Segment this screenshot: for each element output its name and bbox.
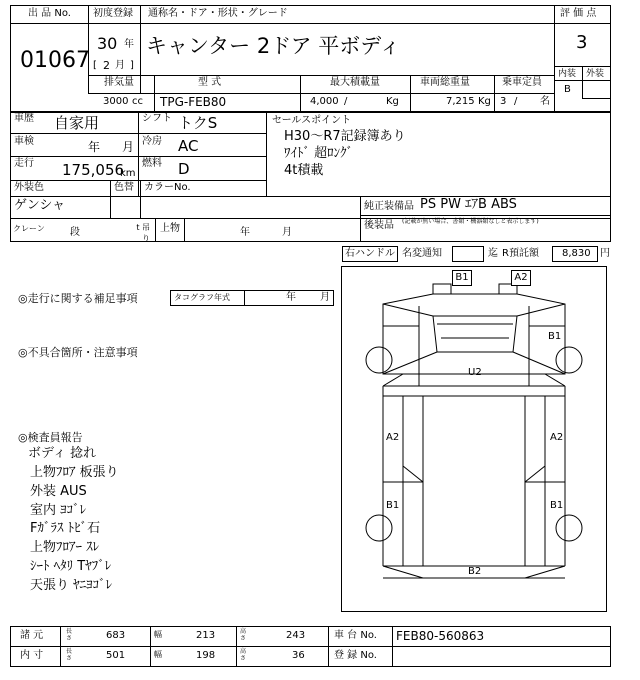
outer-length: 683 — [106, 630, 126, 641]
inner-height-label: 高さ — [240, 648, 247, 662]
color-no-label: カラーNo. — [144, 182, 191, 193]
outer-width: 213 — [196, 630, 216, 641]
displacement-unit: cc — [132, 96, 143, 107]
mileage-unit: km — [120, 168, 136, 179]
mark-b1-cab-right: B1 — [548, 331, 562, 342]
fuel-value: D — [178, 160, 190, 178]
max-load-slash: / — [344, 96, 348, 107]
right-hand-label: 右ハンドル — [345, 248, 395, 259]
mark-b1-rear-right: B1 — [550, 500, 564, 511]
max-load: 4,000 — [310, 96, 339, 107]
color-code-label: 色替 — [114, 182, 134, 193]
displacement-label: 排気量 — [104, 77, 134, 88]
reg-year-unit: 年 — [124, 39, 134, 50]
interior-grade: B — [564, 84, 571, 95]
tacho-label: タコグラフ年式 — [174, 293, 230, 302]
capacity-label: 乗車定員 — [502, 77, 542, 88]
grade-value: 3 — [576, 32, 588, 53]
shift-value: トクS — [178, 114, 218, 132]
interior-label: 内装 — [558, 69, 577, 79]
gross-weight-label: 車両総重量 — [420, 77, 470, 88]
exterior-label: 外装 — [586, 69, 605, 79]
mileage-value: 175,056 — [62, 161, 125, 179]
gross-weight-unit: Kg — [478, 96, 491, 107]
max-load-label: 最大積載量 — [330, 77, 380, 88]
capacity: 3 — [500, 96, 507, 107]
deadline-label: 迄 — [488, 248, 498, 259]
recycle-amount: 8,830 — [562, 248, 591, 259]
sales-points-title: セールスポイント — [272, 115, 352, 126]
ac-label: 冷房 — [142, 136, 162, 147]
inner-height: 36 — [292, 650, 305, 661]
reg-month-open: [ — [93, 60, 97, 71]
inspector-item-5: Fｶﾞﾗｽ ﾄﾋﾞ石 — [30, 521, 101, 536]
mark-b1-mirror-left: B1 — [452, 270, 472, 286]
inspector-item-1: ボディ 捻れ — [28, 446, 97, 461]
outer-length-label: 長さ — [66, 628, 73, 642]
inspection-year-unit: 年 — [88, 140, 101, 154]
first-reg-label: 初度登録 — [93, 8, 133, 19]
displacement: 3000 — [103, 96, 129, 107]
tacho-month-unit: 月 — [320, 292, 330, 303]
reg-month: 2 — [103, 59, 110, 72]
tacho-year-unit: 年 — [286, 292, 296, 303]
reg-year: 30 — [97, 34, 118, 53]
outer-dims-label: 諸 元 — [20, 630, 44, 641]
ac-value: AC — [178, 137, 199, 155]
inspector-item-3: 外装 AUS — [30, 484, 87, 499]
history-value: 自家用 — [54, 114, 100, 132]
type-value: TPG-FEB80 — [160, 95, 227, 109]
mileage-label: 走行 — [14, 158, 34, 169]
inspector-item-2: 上物ﾌﾛｱ 板張り — [30, 465, 119, 480]
inspector-item-6: 上物ﾌﾛｱｰ ｽﾚ — [30, 540, 100, 555]
color-value: ゲンシャ — [14, 198, 66, 213]
upper-label: 上物 — [160, 223, 180, 234]
inner-width: 198 — [196, 650, 216, 661]
reg-month-unit: 月 — [115, 60, 125, 71]
mark-b1-rear-left: B1 — [386, 500, 400, 511]
sales-point-3: 4t積載 — [284, 163, 324, 178]
mark-a2-right: A2 — [550, 432, 564, 443]
outer-width-label: 幅 — [154, 630, 162, 639]
inspector-item-4: 室内 ﾖｺﾞﾚ — [30, 503, 87, 518]
recycle-label: R預託額 — [502, 248, 539, 259]
inner-dims-label: 内 寸 — [20, 650, 44, 661]
genuine-value: PS PW ｴｱB ABS — [420, 197, 517, 212]
inspector-title: ◎検査員報告 — [18, 431, 83, 444]
fuel-label: 燃料 — [142, 158, 162, 169]
inspector-item-8: 天張り ﾔﾆﾖｺﾞﾚ — [30, 578, 113, 593]
crane-stage-label: 段 — [70, 227, 80, 238]
genuine-label: 純正装備品 — [364, 201, 414, 212]
upper-month-unit: 月 — [282, 227, 292, 238]
outer-height: 243 — [286, 630, 306, 641]
inner-length-label: 長さ — [66, 648, 73, 662]
upper-year-unit: 年 — [240, 227, 250, 238]
gross-weight: 7,215 — [446, 96, 475, 107]
max-load-unit: Kg — [386, 96, 399, 107]
lot-no: 01067 — [20, 48, 90, 73]
capacity-unit: 名 — [540, 96, 550, 107]
model-name: キャンター 2ドア 平ボディ — [146, 34, 401, 58]
name-change-box — [452, 246, 484, 262]
inner-length: 501 — [106, 650, 126, 661]
crane-label: クレーン — [13, 224, 45, 233]
name-change-label: 名変通知 — [402, 248, 442, 259]
outer-height-label: 高さ — [240, 628, 247, 642]
chassis-label: 車 台 No. — [334, 630, 377, 641]
color-label: 外装色 — [14, 182, 44, 193]
truck-diagram — [341, 266, 607, 612]
sales-point-1: H30～R7記録簿あり — [284, 129, 406, 144]
driving-notes-title: ◎走行に関する補足事項 — [18, 292, 138, 305]
recycle-yen: 円 — [600, 248, 610, 259]
type-label: 型 式 — [198, 77, 222, 88]
history-label: 車歴 — [14, 113, 34, 124]
reg-month-close: ] — [130, 60, 134, 71]
inspection-label: 車検 — [14, 136, 34, 147]
mark-u2-cab-roof: U2 — [468, 367, 482, 378]
crane-lift-label: t 吊り — [136, 223, 150, 243]
shift-label: シフト — [142, 113, 172, 124]
defects-title: ◎不具合箇所・注意事項 — [18, 346, 138, 359]
inspector-item-7: ｼｰﾄ ﾍﾀﾘ Tﾔﾌﾞﾚ — [30, 559, 112, 574]
mark-b2-rear: B2 — [468, 566, 482, 577]
mark-a2-mirror-right: A2 — [511, 270, 531, 286]
aftermarket-label: 後装品 — [364, 220, 394, 231]
capacity-slash: / — [514, 96, 518, 107]
model-label: 通称名・ドア・形状・グレード — [148, 8, 288, 19]
chassis-value: FEB80-560863 — [396, 629, 485, 643]
sales-point-2: ﾜｲﾄﾞ 超ﾛﾝｸﾞ — [284, 146, 354, 161]
inspection-month-unit: 月 — [122, 140, 135, 154]
grade-label: 評 価 点 — [560, 8, 597, 19]
inner-width-label: 幅 — [154, 650, 162, 659]
lot-no-label: 出 品 No. — [28, 8, 71, 19]
mark-a2-left: A2 — [386, 432, 400, 443]
reg-no-label: 登 録 No. — [334, 650, 377, 661]
aftermarket-note: (記載が無い場合、書類・機器類なしと表示します) — [402, 218, 539, 225]
